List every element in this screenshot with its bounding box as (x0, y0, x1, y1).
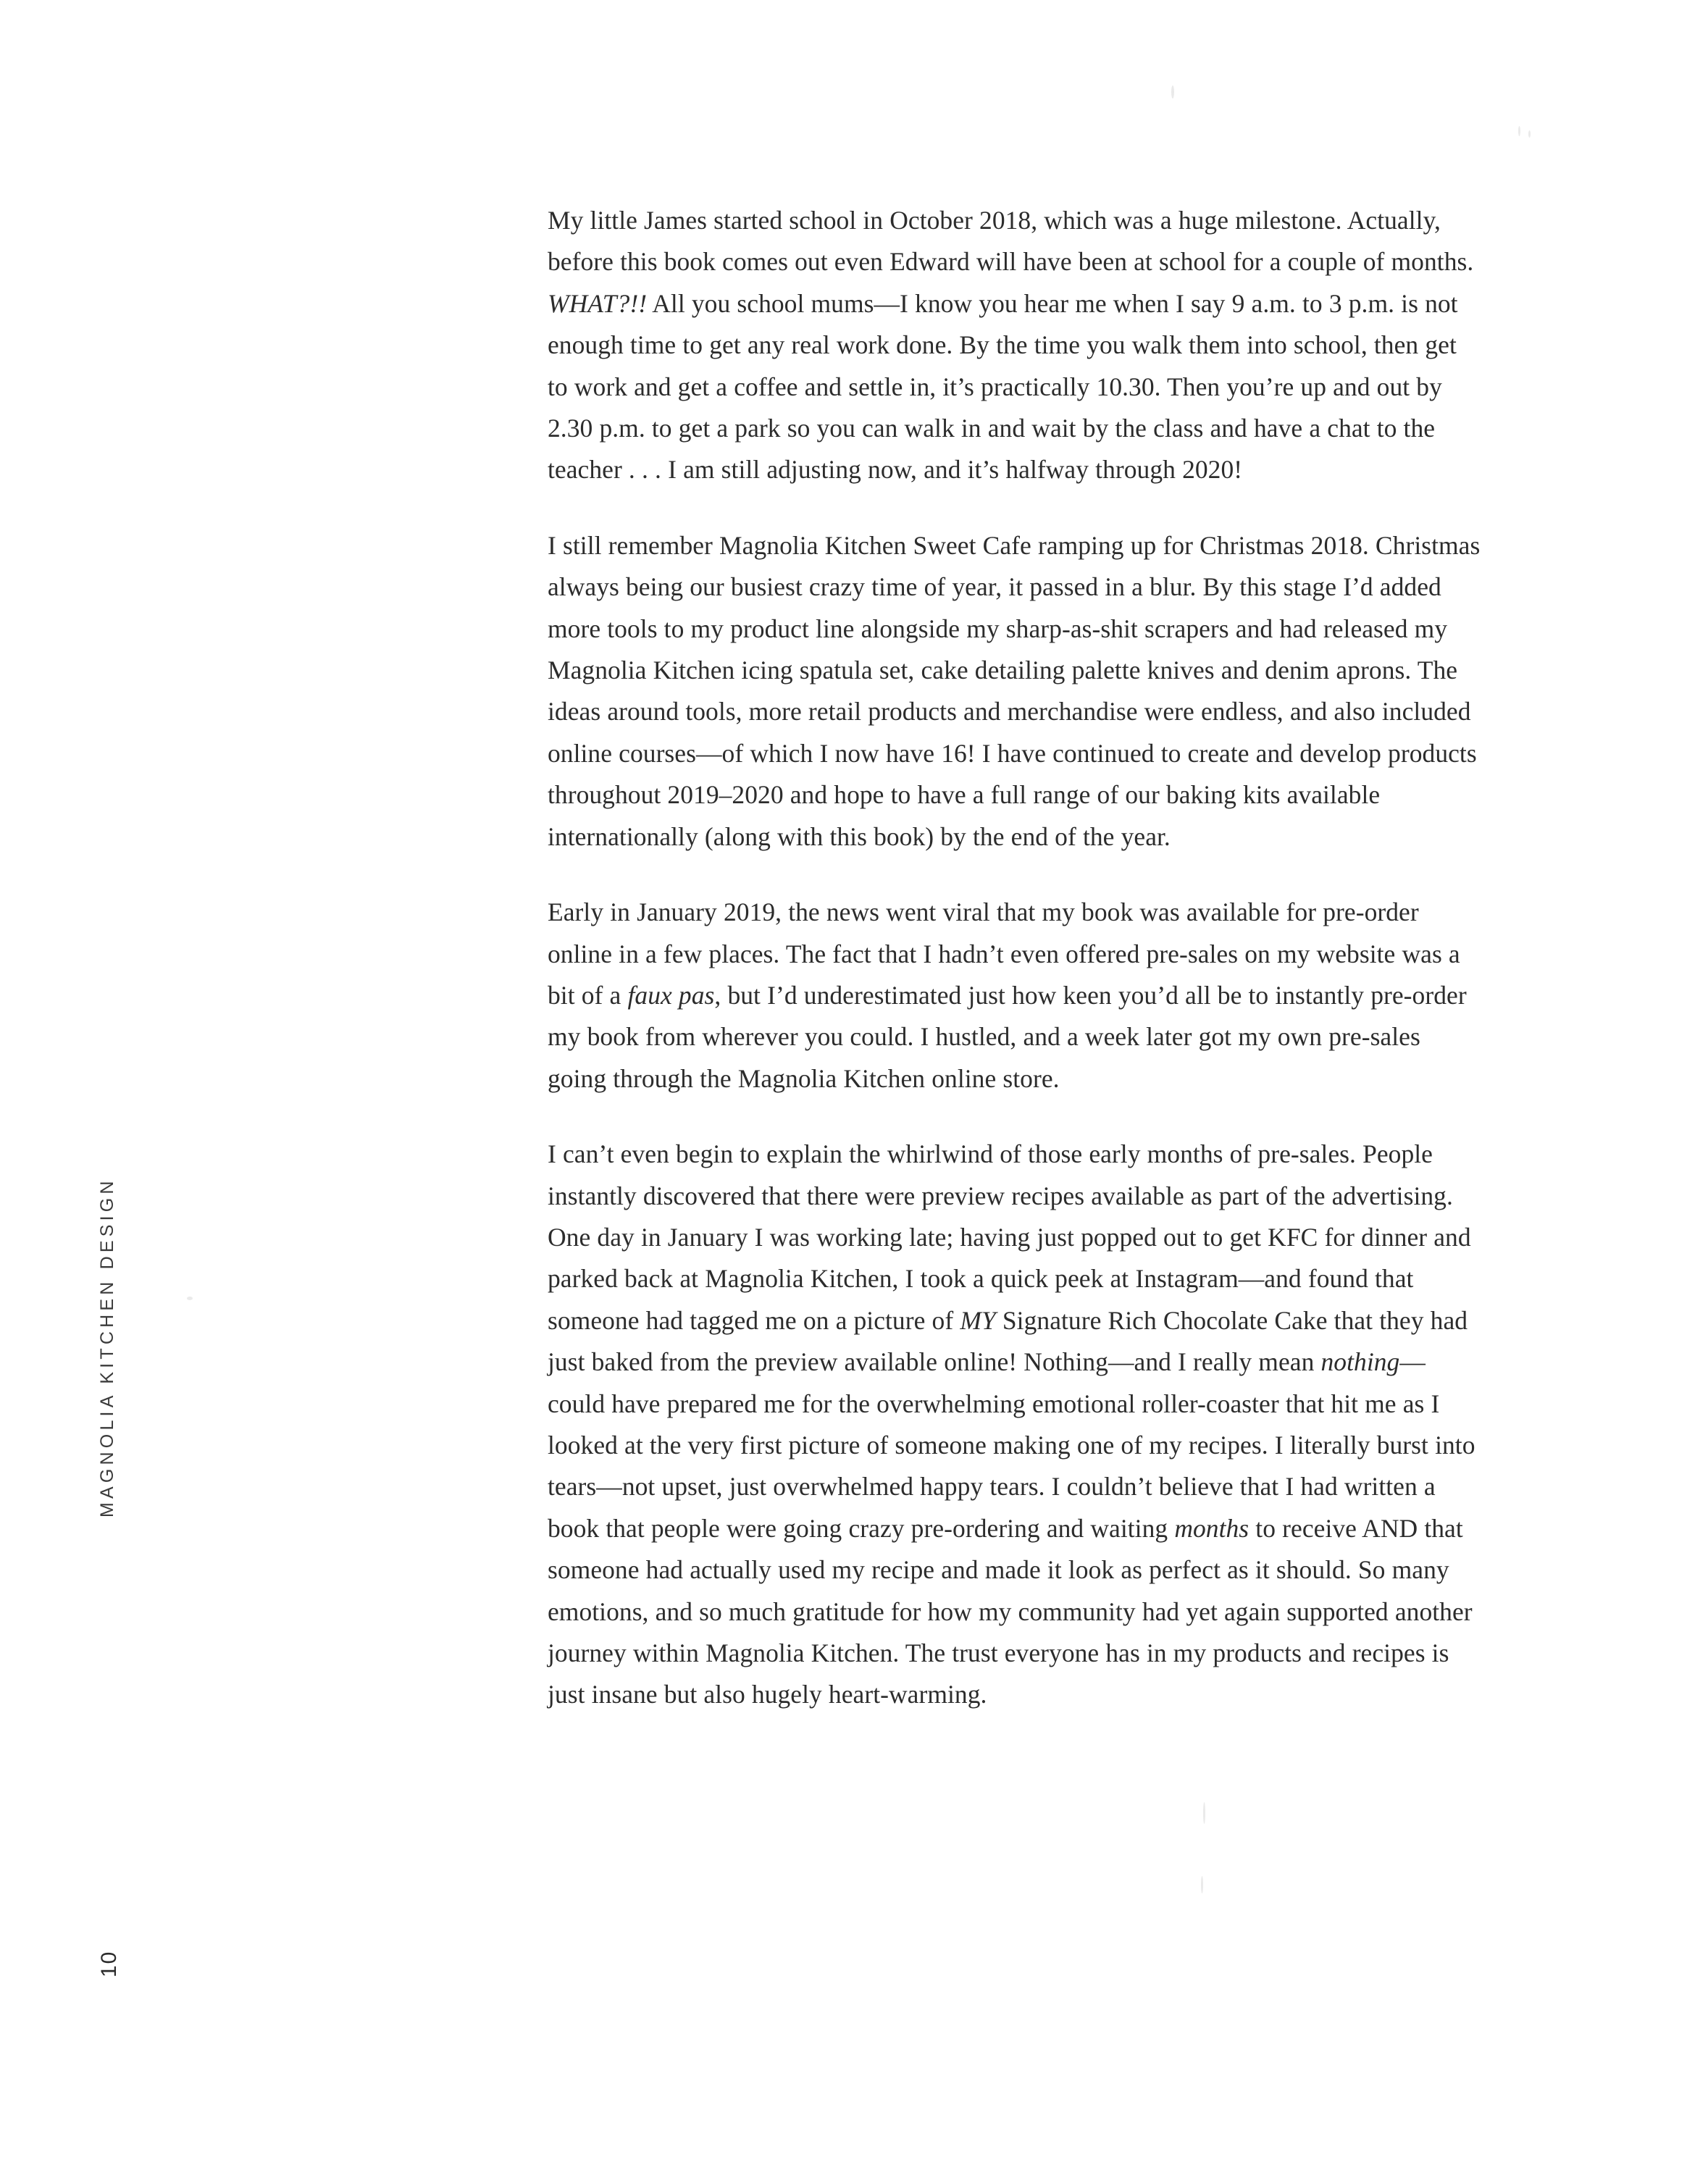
margin-rail (0, 0, 217, 2173)
italic-run: nothing (1320, 1347, 1400, 1377)
italic-run: faux pas (627, 980, 715, 1010)
italic-run: WHAT?!! (548, 288, 648, 318)
scan-speckle (1203, 1802, 1205, 1824)
scan-speckle (1171, 85, 1174, 99)
running-head: MAGNOLIA KITCHEN DESIGN (97, 1177, 117, 1517)
body-text-column (548, 200, 1482, 1716)
body-paragraph: Early in January 2019, the news went viral that my book was available for pre-order online in a few places. The fact that I hadn’t even offered pre-sales on my website was a bit of a faux pas, but I’d underestimated just how keen you’d all be to instantly pre-order my book from wherever you could. I hustled, and a week later got my own pre-sales going through the Magnolia Kitchen online store. (548, 897, 1467, 1093)
page-number: 10 (97, 1950, 121, 1977)
scan-speckle (1528, 130, 1531, 138)
body-paragraph: I can’t even begin to explain the whirlwind of those early months of pre-sales. People instantly discovered that there were preview recipes available as part of the advertising. One day in January I was working late; having just popped out to get KFC for dinner and parked back at Magnolia Kitchen, I took a quick peek at Instagram—and found that someone had tagged me on a picture of MY Signature Rich Chocolate Cake that they had just baked from the preview available online! Nothing—and I really mean nothing—could have prepared me for the overwhelming emotional roller-coaster that hit me as I looked at the very first picture of someone making one of my recipes. I literally burst into tears—not upset, just overwhelmed happy tears. I couldn’t believe that I had written a book that people were going crazy pre-ordering and waiting months to receive AND that someone had actually used my recipe and made it look as perfect as it should. So many emotions, and so much gratitude for how my community had yet again supported another journey within Magnolia Kitchen. The trust everyone has in my products and recipes is just insane but also hugely heart-warming. (548, 1139, 1475, 1709)
scan-speckle (1518, 126, 1520, 136)
body-paragraph: My little James started school in October 2018, which was a huge milestone. Actually, before this book comes out even Edward will have been at school for a couple of months. WHAT?!! All you school mums—I know you hear me when I say 9 a.m. to 3 p.m. is not enough time to get any real work done. By the time you walk them into school, then get to work and get a coffee and settle in, it’s practically 10.30. Then you’re up and out by 2.30 p.m. to get a park so you can walk in and wait by the class and have a chat to the teacher . . . I am still adjusting now, and it’s halfway through 2020! (548, 206, 1474, 485)
scan-speckle (1201, 1876, 1203, 1893)
body-paragraph: I still remember Magnolia Kitchen Sweet Cafe ramping up for Christmas 2018. Christmas always being our busiest crazy time of year, it passed in a blur. By this stage I’d added more tools to my product line alongside my sharp-as-shit scrapers and had released my Magnolia Kitchen icing spatula set, cake detailing palette knives and denim aprons. The ideas around tools, more retail products and merchandise were endless, and also included online courses—of which I now have 16! I have continued to create and develop products throughout 2019–2020 and hope to have a full range of our baking kits available internationally (along with this book) by the end of the year. (548, 530, 1481, 851)
italic-run: MY (960, 1305, 996, 1335)
italic-run: months (1174, 1513, 1249, 1543)
